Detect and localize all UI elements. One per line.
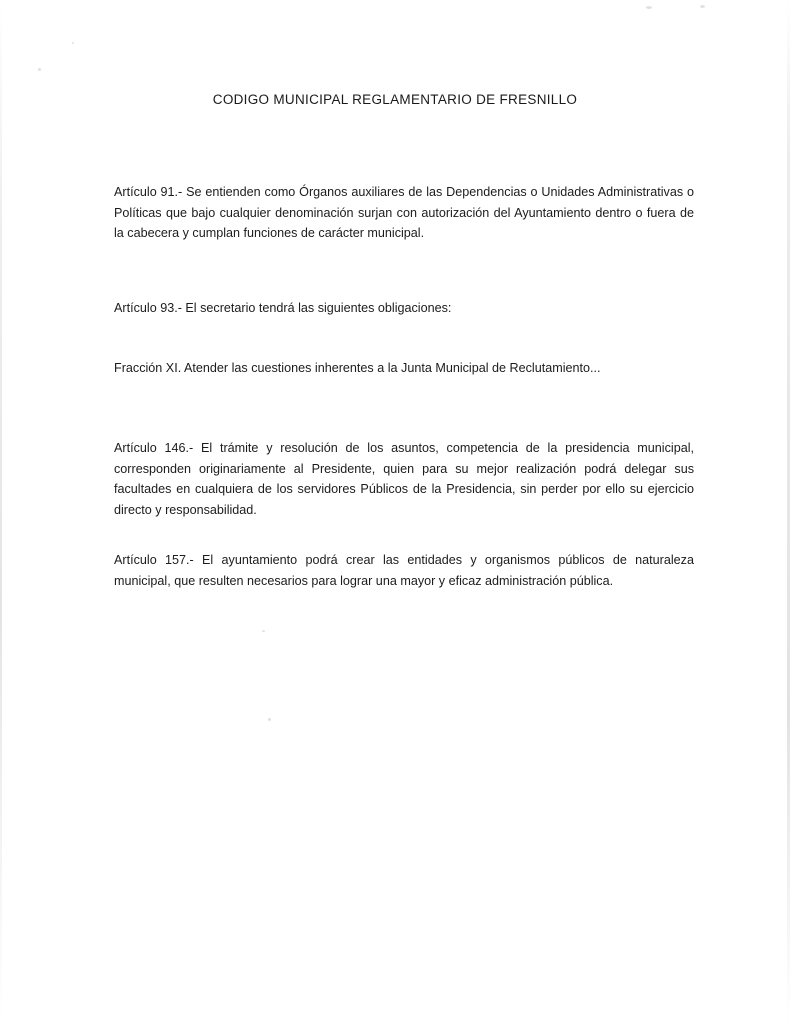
paragraph-articulo-93: Artículo 93.- El secretario tendrá las siguientes obligaciones: bbox=[114, 301, 452, 315]
scan-speck bbox=[72, 42, 74, 44]
page-title: CODIGO MUNICIPAL REGLAMENTARIO DE FRESNILLO bbox=[212, 92, 578, 107]
scan-speck bbox=[38, 68, 41, 71]
paragraph-fraccion-xi: Fracción XI. Atender las cuestiones inherentes a la Junta Municipal de Reclutamiento... bbox=[114, 361, 601, 375]
scan-speck bbox=[262, 630, 265, 632]
paragraph-articulo-91: Artículo 91.- Se entienden como Órganos auxiliares de las Dependencias o Unidades Administrativas o Políticas que bajo cualquier denominación surjan con autorización del Ayuntamiento dentro o fuera de la cabecera y cumplan funciones de carácter municipal. bbox=[114, 185, 694, 240]
scan-speck bbox=[700, 5, 705, 8]
paragraph-articulo-146: Artículo 146.- El trámite y resolución de los asuntos, competencia de la presidencia municipal, corresponden originariamente al Presidente, quien para su mejor realización podrá delegar sus facultades en cualquiera de los servidores Públicos de la Presidencia, sin perder por ello su ejercicio directo y responsabilidad. bbox=[114, 441, 694, 517]
scan-speck bbox=[646, 6, 652, 9]
paragraph-articulo-157: Artículo 157.- El ayuntamiento podrá crear las entidades y organismos públicos de naturaleza municipal, que resulten necesarios para lograr una mayor y eficaz administración pública. bbox=[114, 553, 694, 588]
scan-speck bbox=[268, 718, 271, 721]
